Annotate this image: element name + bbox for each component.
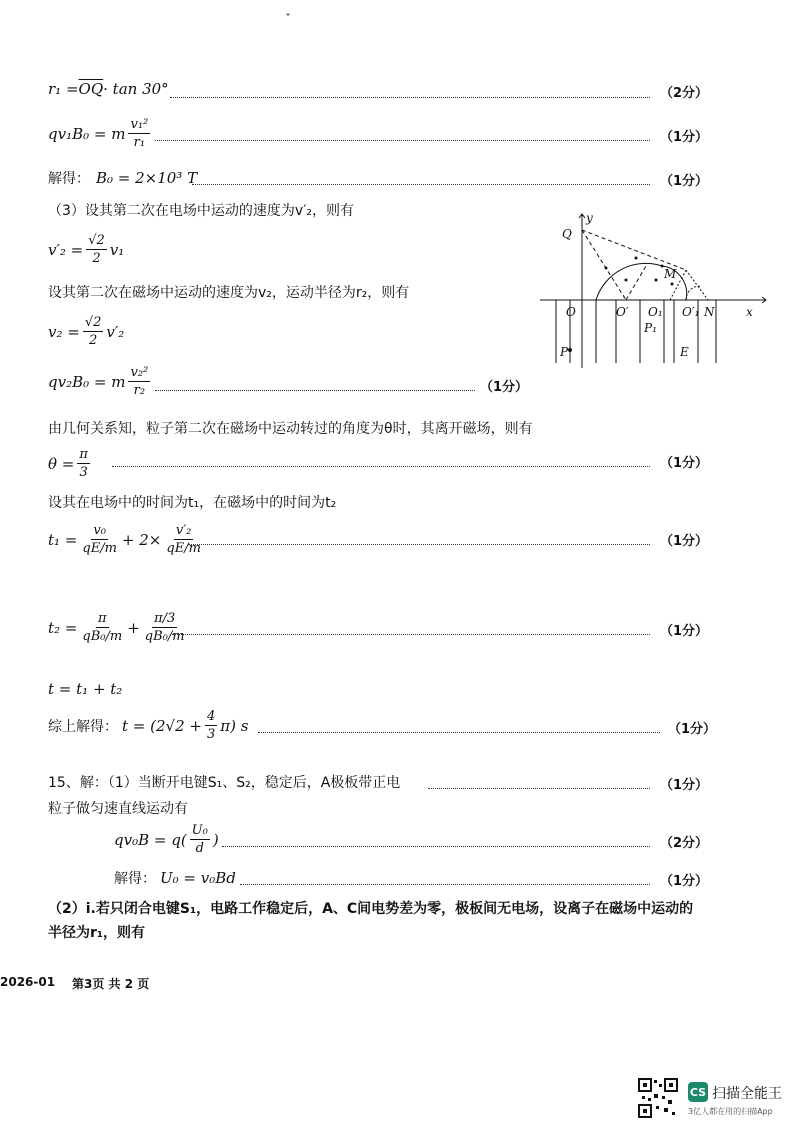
score-label: （1分）	[660, 624, 709, 639]
equation-t1	[48, 522, 206, 557]
eq12-rest: )	[212, 830, 219, 849]
eq9-mid: +	[127, 618, 140, 637]
qr-code-icon	[638, 1078, 678, 1118]
equation-balance	[114, 822, 219, 857]
eq2-lhs: qv₁B₀ = m	[48, 124, 126, 143]
eq8-den-1: qE/m	[82, 541, 117, 556]
dot-leader	[192, 184, 650, 185]
label-O: O	[566, 305, 576, 319]
eq12-num: U₀	[191, 823, 208, 838]
eq11-prefix: 综上解得：	[48, 718, 118, 735]
eq11-rest: π) s	[220, 716, 249, 735]
eq9-fraction-2	[143, 610, 187, 645]
eq9-lhs: t₂ =	[48, 618, 78, 637]
final-answer	[48, 708, 248, 743]
equation-t2	[48, 610, 190, 645]
eq5-lhs: v₂ =	[48, 322, 80, 341]
eq8-fraction-2	[164, 522, 203, 557]
camscanner-logo: CS	[688, 1082, 708, 1102]
solution-b0	[48, 168, 197, 188]
dot-leader	[428, 788, 650, 789]
q15-line2: 粒子做匀速直线运动有	[48, 801, 188, 817]
eq5-den: 2	[88, 333, 98, 348]
score-label: （1分）	[660, 874, 709, 889]
text-magnetic: 设其第二次在磁场中运动的速度为v₂，运动半径为r₂，则有	[48, 285, 410, 301]
dot-leader	[188, 544, 650, 545]
score-label: （1分）	[660, 778, 709, 793]
eq6-fraction	[128, 364, 150, 399]
eq9-num-2: π/3	[154, 611, 176, 626]
eq1-lhs: r₁ =	[48, 80, 79, 98]
label-N: N	[704, 305, 715, 319]
eq4-rest: v₁	[109, 240, 125, 259]
eq5-fraction	[83, 314, 104, 349]
label-O1-prime: O′₁	[682, 305, 700, 319]
score-label: （1分）	[660, 174, 709, 189]
eq4-fraction	[86, 232, 107, 267]
label-P1: P₁	[644, 321, 657, 335]
eq11-num: 4	[206, 709, 216, 724]
q15-line1: 15、解：（1）当断开电键S₁、S₂，稳定后，A极板带正电	[48, 775, 401, 791]
eq8-num-2: v′₂	[175, 523, 192, 538]
label-O-prime: O′	[616, 305, 629, 319]
score-label: （1分）	[480, 380, 529, 395]
eq1-rest: · tan 30°	[103, 80, 169, 98]
eq6-den: r₂	[133, 383, 146, 398]
score-label: （1分）	[660, 456, 709, 471]
eq8-mid: + 2×	[121, 530, 162, 549]
eq5-num: √2	[84, 315, 102, 330]
dot-leader	[155, 390, 475, 391]
footer-code: 2026-01	[0, 975, 56, 989]
eq3-prefix: 解得：	[48, 171, 90, 187]
equation-force-2	[48, 364, 153, 399]
equation-r1	[48, 80, 169, 98]
label-O1: O₁	[648, 305, 663, 319]
score-label: （2分）	[660, 836, 709, 851]
eq11-fraction	[205, 708, 217, 743]
physics-diagram	[536, 208, 772, 370]
equation-force	[48, 116, 153, 151]
eq2-den: r₁	[133, 135, 146, 150]
eq7-den: 3	[79, 465, 88, 480]
eq8-den-2: qE/m	[166, 541, 201, 556]
dot-leader	[155, 140, 650, 141]
equation-v2	[48, 314, 124, 349]
eq12-lhs: qv₀B = q(	[114, 830, 187, 849]
eq8-fraction-1	[80, 522, 119, 557]
label-x: x	[746, 305, 753, 319]
score-label: （1分）	[660, 130, 709, 145]
solution-u0	[114, 868, 236, 888]
eq6-num: v₂²	[130, 365, 149, 380]
text-geometry: 由几何关系知，粒子第二次在磁场中运动转过的角度为θ时，其离开磁场，则有	[48, 421, 533, 437]
eq9-num-1: π	[98, 611, 107, 626]
dot-leader	[172, 634, 650, 635]
eq9-den-1: qB₀/m	[82, 629, 123, 644]
brand-slogan: 3亿人都在用的扫描App	[688, 1107, 773, 1116]
label-E: E	[680, 345, 689, 359]
eq9-fraction-1	[80, 610, 124, 645]
label-M: M	[664, 267, 677, 281]
equation-theta	[48, 446, 93, 481]
dot-leader	[112, 466, 650, 467]
eq7-num: π	[79, 447, 88, 462]
eq4-lhs: v′₂ =	[48, 240, 84, 259]
eq8-num-1: v₀	[93, 523, 106, 538]
dot-leader	[258, 732, 660, 733]
label-Q: Q	[562, 227, 572, 241]
part2-line2: 半径为r₁，则有	[48, 925, 146, 941]
score-label: （2分）	[660, 86, 709, 101]
eq2-num: v₁²	[130, 117, 149, 132]
eq8-lhs: t₁ =	[48, 530, 78, 549]
dot-leader	[170, 97, 650, 98]
eq7-lhs: θ =	[48, 454, 75, 473]
text-time: 设其在电场中的时间为t₁，在磁场中的时间为t₂	[48, 495, 337, 511]
brand-name: 扫描全能王	[712, 1086, 782, 1102]
eq9-den-2: qB₀/m	[144, 629, 185, 644]
part3-intro: （3）设其第二次在电场中运动的速度为v′₂，则有	[48, 203, 354, 219]
footer-page: 第3页 共 2 页	[72, 977, 150, 991]
dashed-line-q	[582, 230, 686, 270]
eq4-den: 2	[92, 251, 101, 266]
eq2-fraction	[128, 116, 150, 151]
eq3-expr: B₀ = 2×10³ T	[96, 169, 198, 187]
equation-t-sum	[48, 680, 122, 698]
eq12-fraction	[190, 822, 210, 857]
eq13-expr: U₀ = v₀Bd	[160, 869, 236, 887]
eq13-prefix: 解得：	[114, 871, 156, 887]
eq1-overline: $\overline{OQ}$	[78, 80, 104, 98]
dot-leader	[240, 884, 650, 885]
eq11-den: 3	[206, 727, 216, 742]
eq10-expr: t = t₁ + t₂	[48, 680, 123, 698]
eq7-fraction	[77, 446, 90, 481]
label-P: P	[560, 345, 569, 359]
eq6-lhs: qv₂B₀ = m	[48, 372, 126, 391]
equation-v2-prime	[48, 232, 124, 267]
score-label: （1分）	[668, 722, 717, 737]
scan-mark: ˇ	[285, 12, 291, 26]
eq4-num: √2	[88, 233, 105, 248]
score-label: （1分）	[660, 534, 709, 549]
eq11-lhs: t = (2√2 +	[122, 716, 202, 735]
eq12-den: d	[195, 841, 204, 856]
eq5-rest: v′₂	[106, 322, 125, 341]
label-y: y	[586, 211, 593, 225]
dot-leader	[222, 846, 650, 847]
part2-line1: （2）i.若只闭合电键S₁，电路工作稳定后，A、C间电势差为零，极板间无电场，设离子在磁场中运动的	[48, 901, 694, 917]
